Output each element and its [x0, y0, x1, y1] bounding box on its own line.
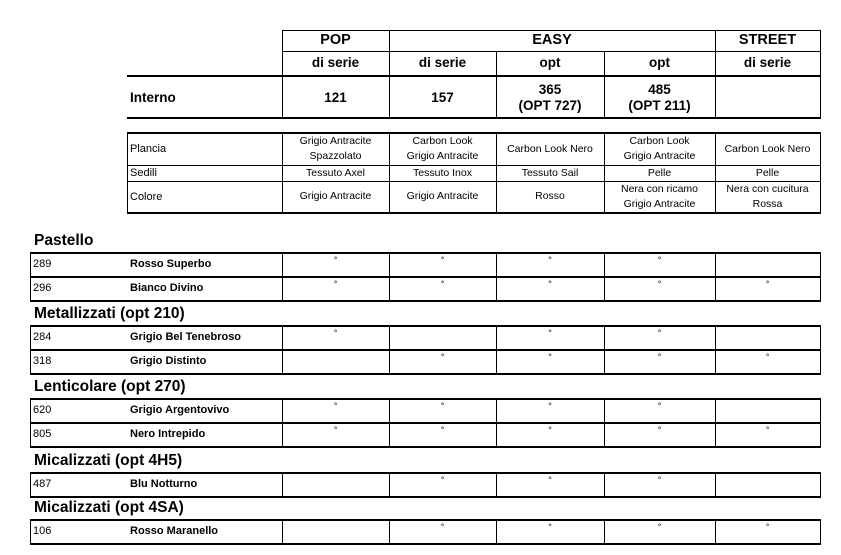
availability-mark: ° — [440, 425, 445, 435]
table-border — [282, 519, 283, 543]
table-border — [389, 422, 390, 446]
table-border — [820, 349, 821, 373]
spec-value-line: Pelle — [755, 166, 780, 179]
table-border — [820, 252, 821, 276]
availability-mark: ° — [657, 328, 662, 338]
availability-mark: ° — [657, 425, 662, 435]
color-code: 289 — [33, 258, 52, 270]
table-border — [496, 349, 497, 373]
color-name: Nero Intrepido — [130, 428, 206, 440]
availability-mark: ° — [440, 522, 445, 532]
table-border — [820, 398, 821, 422]
interno-code — [496, 78, 604, 118]
table-border — [820, 325, 821, 349]
spec-value-line: Tessuto Sail — [521, 166, 579, 179]
table-border — [389, 30, 390, 118]
table-border — [127, 132, 128, 213]
availability-mark: ° — [548, 279, 552, 289]
color-code: 620 — [33, 404, 52, 416]
spec-value-line: Spazzolato — [309, 150, 362, 162]
color-name: Rosso Superbo — [130, 258, 212, 270]
color-code: 487 — [33, 478, 52, 490]
color-code: 296 — [33, 282, 52, 294]
color-name: Bianco Divino — [130, 282, 204, 294]
spec-value-line: Carbon Look — [629, 135, 690, 147]
spec-value-line: Rosso — [535, 190, 565, 202]
section-title: Micalizzati (opt 4SA) — [34, 499, 184, 516]
availability-mark: ° — [657, 352, 662, 362]
spec-value-line: Carbon Look Nero — [724, 142, 811, 155]
equipment-level-header: di serie — [743, 55, 792, 70]
table-border — [30, 349, 31, 373]
spec-value-line: Nera con cucitura — [726, 182, 809, 195]
table-border — [282, 422, 283, 446]
availability-mark: ° — [657, 522, 662, 532]
equipment-level-header: opt — [649, 55, 670, 70]
section-title: Pastello — [34, 232, 94, 249]
spec-value — [496, 165, 604, 181]
group-header-pop: POP — [320, 32, 351, 48]
availability-mark: ° — [440, 255, 445, 265]
availability-mark: ° — [333, 255, 338, 265]
spec-value — [604, 133, 715, 165]
availability-mark: ° — [333, 328, 338, 338]
table-border — [282, 132, 283, 213]
table-border — [715, 422, 716, 446]
spec-value-line: Carbon Look Nero — [507, 142, 593, 155]
spec-value-line: Grigio Antracite — [299, 135, 372, 147]
spec-value — [389, 165, 496, 181]
table-border — [282, 349, 283, 373]
spec-value-line: Grigio Antracite — [623, 150, 696, 162]
section-title: Micalizzati (opt 4H5) — [34, 452, 183, 469]
interno-code — [715, 78, 820, 118]
equipment-level-header: opt — [539, 55, 561, 70]
interno-code — [389, 78, 496, 118]
table-border — [30, 300, 821, 302]
spec-value-line: Rossa — [752, 197, 783, 210]
spec-value — [604, 165, 715, 181]
spec-label: Plancia — [130, 143, 167, 155]
table-border — [715, 349, 716, 373]
table-border — [389, 132, 390, 213]
spec-value — [496, 181, 604, 212]
availability-mark: ° — [548, 328, 552, 338]
table-border — [604, 276, 605, 300]
table-border — [30, 398, 31, 422]
interno-label: Interno — [130, 90, 176, 105]
table-border — [496, 519, 497, 543]
availability-mark: ° — [765, 279, 770, 289]
spec-value-line: Nera con ricamo — [620, 182, 699, 195]
color-name: Rosso Maranello — [130, 525, 219, 537]
table-border — [30, 325, 31, 349]
availability-mark: ° — [440, 475, 445, 485]
table-border — [820, 519, 821, 543]
spec-label: Sedili — [130, 167, 157, 179]
table-border — [30, 276, 31, 300]
table-border — [127, 117, 821, 119]
table-border — [30, 519, 31, 543]
table-border — [389, 472, 390, 496]
availability-mark: ° — [440, 401, 445, 411]
spec-value-line: Tessuto Axel — [306, 166, 365, 179]
table-border — [715, 472, 716, 496]
availability-mark: ° — [657, 255, 662, 265]
availability-mark: ° — [765, 425, 770, 435]
spec-value — [604, 181, 715, 212]
availability-mark: ° — [548, 425, 552, 435]
table-border — [604, 132, 605, 213]
color-code: 106 — [33, 525, 52, 537]
spec-value — [389, 181, 496, 212]
table-border — [389, 276, 390, 300]
availability-mark: ° — [765, 522, 770, 532]
table-border — [127, 212, 821, 214]
table-border — [604, 472, 605, 496]
availability-mark: ° — [548, 522, 552, 532]
table-border — [127, 75, 821, 77]
table-border — [496, 422, 497, 446]
spec-value — [282, 165, 389, 181]
table-border — [282, 276, 283, 300]
availability-mark: ° — [440, 352, 445, 362]
spec-value-line: Tessuto Inox — [413, 166, 472, 179]
table-border — [715, 276, 716, 300]
spec-value — [715, 165, 820, 181]
equipment-level-header: di serie — [418, 55, 467, 70]
availability-mark: ° — [657, 279, 662, 289]
interno-code — [604, 78, 715, 118]
table-border — [30, 543, 821, 545]
availability-mark: ° — [333, 279, 338, 289]
color-name: Blu Notturno — [130, 478, 198, 490]
table-border — [820, 422, 821, 446]
interno-code-line: 365 — [538, 82, 562, 97]
table-border — [30, 252, 31, 276]
table-border — [389, 349, 390, 373]
spec-value-line: Carbon Look — [412, 135, 473, 147]
color-name: Grigio Bel Tenebroso — [130, 331, 242, 343]
spec-value — [282, 133, 389, 165]
table-border — [604, 52, 605, 118]
availability-mark: ° — [548, 401, 552, 411]
table-border — [604, 519, 605, 543]
spec-label: Colore — [130, 190, 163, 203]
table-border — [820, 276, 821, 300]
table-border — [30, 373, 821, 375]
availability-mark: ° — [333, 425, 338, 435]
table-border — [496, 52, 497, 118]
table-border — [715, 519, 716, 543]
availability-mark: ° — [657, 401, 662, 411]
interno-code — [282, 78, 389, 118]
availability-mark: ° — [548, 352, 552, 362]
availability-mark: ° — [765, 352, 770, 362]
table-border — [604, 422, 605, 446]
table-border — [127, 165, 821, 166]
interno-code-line: 485 — [648, 82, 671, 97]
table-border — [604, 349, 605, 373]
section-title: Metallizzati (opt 210) — [34, 305, 185, 322]
table-border — [820, 132, 821, 213]
color-name: Grigio Distinto — [130, 355, 207, 367]
spec-value — [715, 133, 820, 165]
interno-code-line: 121 — [324, 90, 347, 105]
interno-code-line: (OPT 211) — [628, 98, 691, 113]
section-title: Lenticolare (opt 270) — [34, 378, 186, 395]
table-border — [715, 132, 716, 213]
spec-value-line: Grigio Antracite — [623, 197, 696, 210]
availability-mark: ° — [657, 475, 662, 485]
table-border — [496, 132, 497, 213]
table-border — [496, 276, 497, 300]
color-code: 805 — [33, 428, 52, 440]
color-name: Grigio Argentovivo — [130, 404, 230, 416]
color-code: 318 — [33, 355, 52, 367]
spec-value — [715, 181, 820, 212]
group-header-street: STREET — [738, 32, 797, 48]
spec-value-line: Grigio Antracite — [406, 190, 479, 202]
spec-value-line: Pelle — [647, 166, 672, 179]
availability-mark: ° — [440, 279, 445, 289]
availability-mark: ° — [548, 475, 552, 485]
availability-mark: ° — [333, 401, 338, 411]
table-border — [30, 446, 821, 448]
table-border — [282, 30, 821, 31]
spec-value-line: Grigio Antracite — [299, 190, 372, 202]
interno-code-line: 157 — [431, 90, 454, 105]
interno-code-line: (OPT 727) — [518, 98, 582, 113]
spec-value-line: Grigio Antracite — [406, 150, 479, 162]
table-border — [389, 519, 390, 543]
spec-value — [496, 133, 604, 165]
group-header-easy: EASY — [532, 32, 572, 48]
table-border — [30, 422, 31, 446]
spec-value — [389, 133, 496, 165]
table-border — [715, 30, 716, 118]
table-border — [820, 472, 821, 496]
table-border — [282, 51, 821, 52]
color-code: 284 — [33, 331, 52, 343]
table-border — [282, 325, 283, 349]
availability-mark: ° — [548, 255, 552, 265]
table-border — [820, 30, 821, 118]
spec-value — [282, 181, 389, 212]
table-border — [30, 472, 31, 496]
equipment-level-header: di serie — [311, 55, 360, 70]
table-border — [496, 472, 497, 496]
table-border — [282, 472, 283, 496]
table-border — [282, 30, 283, 118]
